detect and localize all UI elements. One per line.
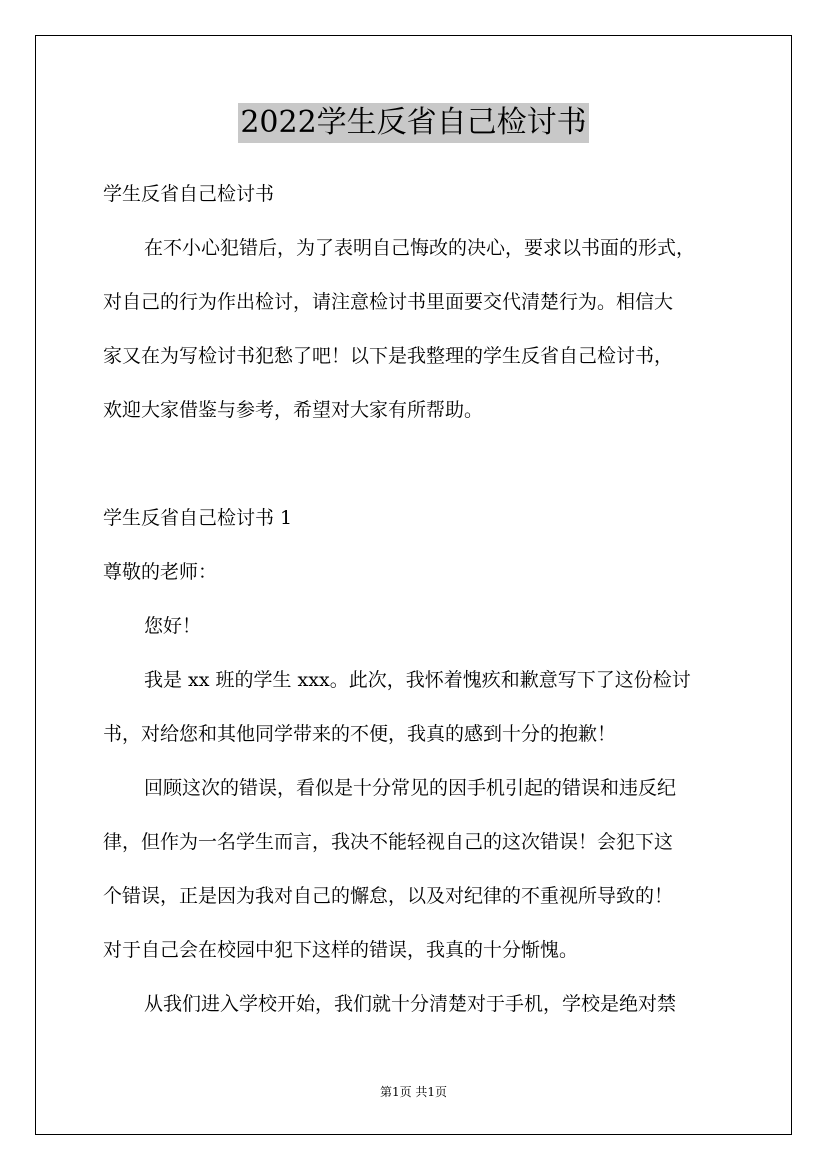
paragraph-line: 在不小心犯错后，为了表明自己悔改的决心，要求以书面的形式， <box>144 237 696 259</box>
paragraph-line: 从我们进入学校开始，我们就十分清楚对于手机，学校是绝对禁 <box>144 993 677 1015</box>
document-title: 2022学生反省自己检讨书 <box>238 103 588 143</box>
paragraph-line: 书，对给您和其他同学带来的不便，我真的感到十分的抱歉！ <box>103 723 617 745</box>
paragraph-line: 欢迎大家借鉴与参考，希望对大家有所帮助。 <box>103 399 484 421</box>
paragraph-line: 我是 xx 班的学生 xxx。此次，我怀着愧疚和歉意写下了这份检讨 <box>144 669 691 691</box>
greeting: 您好！ <box>144 615 202 637</box>
heading-line: 学生反省自己检讨书 <box>103 183 275 205</box>
paragraph-line: 个错误，正是因为我对自己的懈怠，以及对纪律的不重视所导致的！ <box>103 885 674 907</box>
page-footer: 第1页 共1页 <box>379 1085 448 1099</box>
salutation: 尊敬的老师： <box>103 561 218 583</box>
title-container <box>0 103 827 143</box>
section-heading: 学生反省自己检讨书 1 <box>103 507 293 529</box>
paragraph-line: 回顾这次的错误，看似是十分常见的因手机引起的错误和违反纪 <box>144 777 677 799</box>
paragraph-line: 对于自己会在校园中犯下这样的错误，我真的十分惭愧。 <box>103 939 579 961</box>
paragraph-line: 律，但作为一名学生而言，我决不能轻视自己的这次错误！会犯下这 <box>103 831 674 853</box>
paragraph-line: 对自己的行为作出检讨，请注意检讨书里面要交代清楚行为。相信大 <box>103 291 674 313</box>
paragraph-line: 家又在为写检讨书犯愁了吧！以下是我整理的学生反省自己检讨书， <box>103 345 674 367</box>
